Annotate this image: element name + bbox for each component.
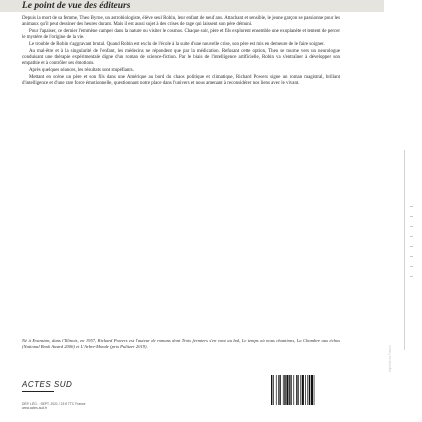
- barcode-bar: [307, 375, 308, 405]
- logo-rule: [22, 391, 54, 392]
- synopsis-paragraph: Au mal-être et à la singularité de l'enfant, les médecins ne répondent que par la médication. Refusant cette option, Theo se tourne vers un neurologue conduisant une thérapie expérimentale digne d'un roman de science-fiction. Par le biais de l'intelligence artificielle, Robin va s'entraîner à développer son empathie et à contrôler ses émotions.: [22, 49, 340, 67]
- synopsis-paragraph: Après quelques séances, les résultats sont stupéfiants.: [29, 68, 134, 74]
- barcode-bar: [293, 375, 294, 405]
- legal-footer: [22, 402, 142, 410]
- synopsis-paragraph: Le trouble de Robin s'aggravant brutal. Quand Robin est exclu de l'école à la suite d'une nouvelle crise, son père est mis en demeure de le faire soigner.: [29, 42, 325, 48]
- barcode-bar: [291, 375, 292, 405]
- synopsis-text: [22, 16, 340, 89]
- publisher-logo: ACTES SUD: [22, 380, 73, 389]
- barcode-bar: [309, 375, 310, 405]
- barcode-bar: [311, 375, 313, 405]
- barcode-bar: [298, 375, 299, 405]
- page-title: Le point de vue des éditeurs: [22, 1, 131, 11]
- right-rule: [404, 150, 405, 350]
- author-bio: Né à Evanston, dans l'Illinois, en 1957, Richard Powers est l'auteur de romans dont Trois fermiers s'en vont au bal, Le temps où nous chantions, La Chambre aux échos (National Book Award 2006) et L'Arbre-Monde (prix Pulitzer 2019).: [22, 338, 340, 349]
- barcode-bar: [284, 375, 285, 405]
- synopsis-paragraph: Pour l'apaiser, ce dernier l'emmène camper dans la nature ou visiter le cosmos. Chaque soir, père et fils explorent ensemble une exoplanète et tentent de percer le mystère de l'origine de la vie.: [22, 29, 340, 41]
- synopsis-paragraph: Mettant en scène un père et son fils dans une Amérique au bord du chaos politique et climatique, Richard Powers signe un roman magistral, brillant d'intelligence et d'une rare force émotionnelle, questionnant notre place dans l'univers et nous amenant à reconsidérer nos liens avec le vivant.: [22, 75, 340, 87]
- barcode-bar: [305, 375, 306, 405]
- synopsis-paragraph: Depuis la mort de sa femme, Theo Byrne, un astrobiologiste, élève seul Robin, leur enfant de neuf ans. Attachant et sensible, le jeune garçon se passionne pour les animaux qu'il peut dessiner des heures durant. Mais il est aussi sujet à des crises de rage qui laissent son père démuni.: [22, 16, 340, 28]
- barcode-bar: [286, 375, 288, 405]
- barcode-bar: [289, 375, 290, 405]
- barcode-bar: [314, 375, 315, 405]
- isbn-barcode: [270, 375, 338, 405]
- barcode-bar: [302, 375, 304, 405]
- barcode-bar: [273, 375, 274, 405]
- spine-text: Imprimé en France: [388, 345, 392, 372]
- barcode-bar: [296, 375, 297, 405]
- legal-url: www.actes-sud.fr: [22, 406, 48, 410]
- barcode-bar: [279, 375, 280, 405]
- right-ticks: [410, 206, 416, 286]
- barcode-bar: [300, 375, 301, 405]
- barcode-bar: [276, 375, 277, 405]
- barcode-bar: [271, 375, 272, 405]
- barcode-bar: [283, 375, 284, 405]
- barcode-bar: [278, 375, 279, 405]
- legal-line: DÉP. LÉG. : SEPT. 2021 / 23 € TTC France: [22, 402, 86, 406]
